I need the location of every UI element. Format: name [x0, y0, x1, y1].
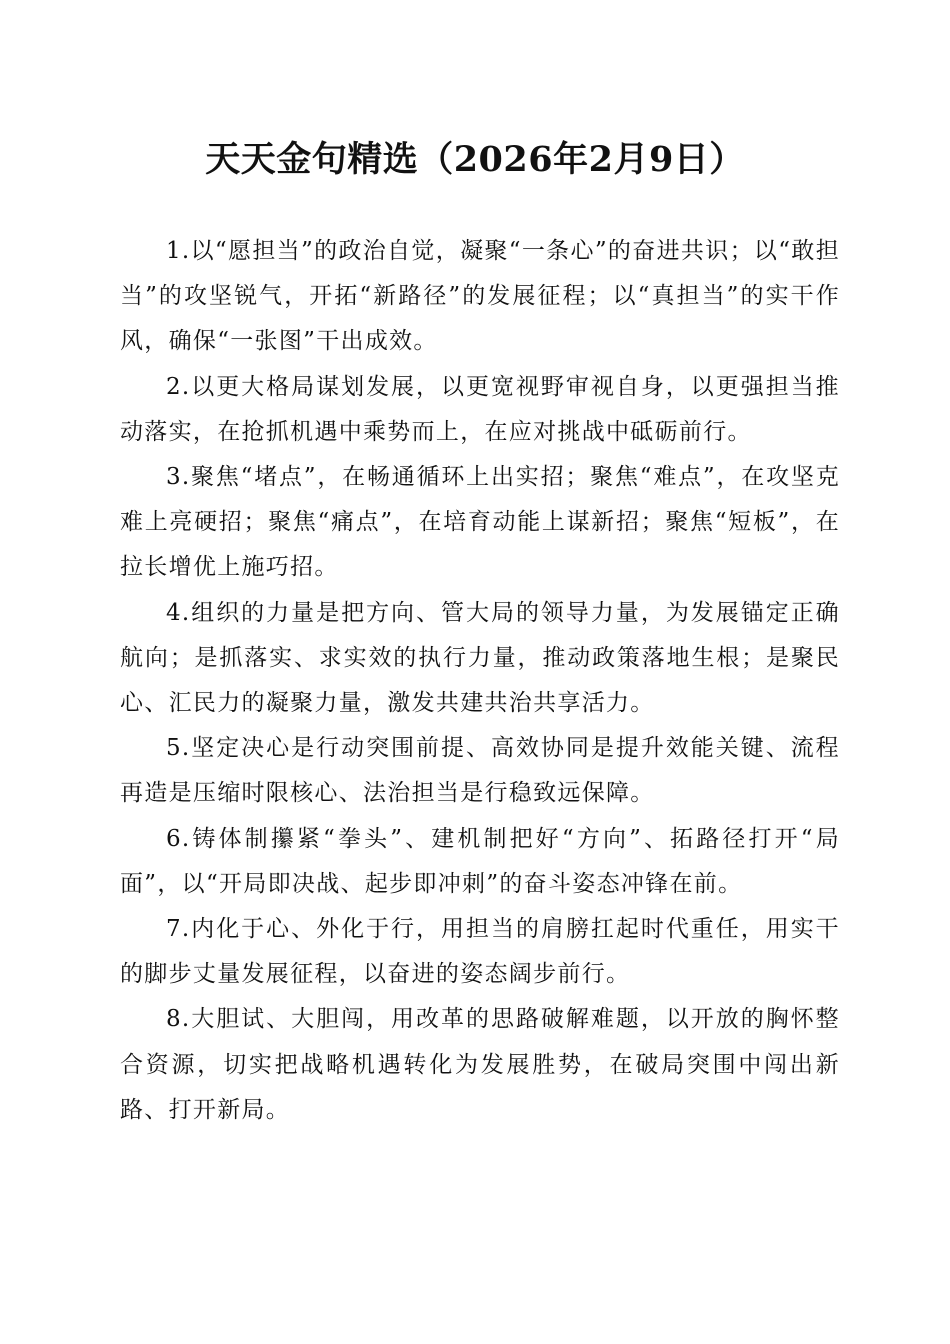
paragraph-7: 7.内化于心、外化于行，用担当的肩膀扛起时代重任，用实干的脚步丈量发展征程，以奋进的姿态阔步前行。	[120, 916, 840, 988]
paragraph-6: 6.铸体制攥紧“拳头”、建机制把好“方向”、拓路径打开“局面”，以“开局即决战、起步即冲刺”的奋斗姿态冲锋在前。	[120, 825, 840, 897]
paragraph-5: 5.坚定决心是行动突围前提、高效协同是提升效能关键、流程再造是压缩时限核心、法治担当是行稳致远保障。	[120, 735, 840, 807]
paragraph-2: 2.以更大格局谋划发展，以更宽视野审视自身，以更强担当推动落实，在抢抓机遇中乘势而上，在应对挑战中砥砺前行。	[120, 373, 840, 445]
paragraph-3: 3.聚焦“堵点”，在畅通循环上出实招；聚焦“难点”，在攻坚克难上亮硬招；聚焦“痛点”，在培育动能上谋新招；聚焦“短板”，在拉长增优上施巧招。	[120, 464, 840, 581]
document-body	[120, 229, 840, 1133]
paragraph-4: 4.组织的力量是把方向、管大局的领导力量，为发展锚定正确航向；是抓落实、求实效的执行力量，推动政策落地生根；是聚民心、汇民力的凝聚力量，激发共建共治共享活力。	[120, 599, 840, 717]
document-title: 天天金句精选（2026年2月9日）	[205, 139, 745, 180]
paragraph-1: 1.以“愿担当”的政治自觉，凝聚“一条心”的奋进共识；以“敢担当”的攻坚锐气，开拓“新路径”的发展征程；以“真担当”的实干作风，确保“一张图”干出成效。	[120, 238, 840, 355]
paragraph-8: 8.大胆试、大胆闯，用改革的思路破解难题，以开放的胸怀整合资源，切实把战略机遇转化为发展胜势，在破局突围中闯出新路、打开新局。	[120, 1006, 840, 1123]
